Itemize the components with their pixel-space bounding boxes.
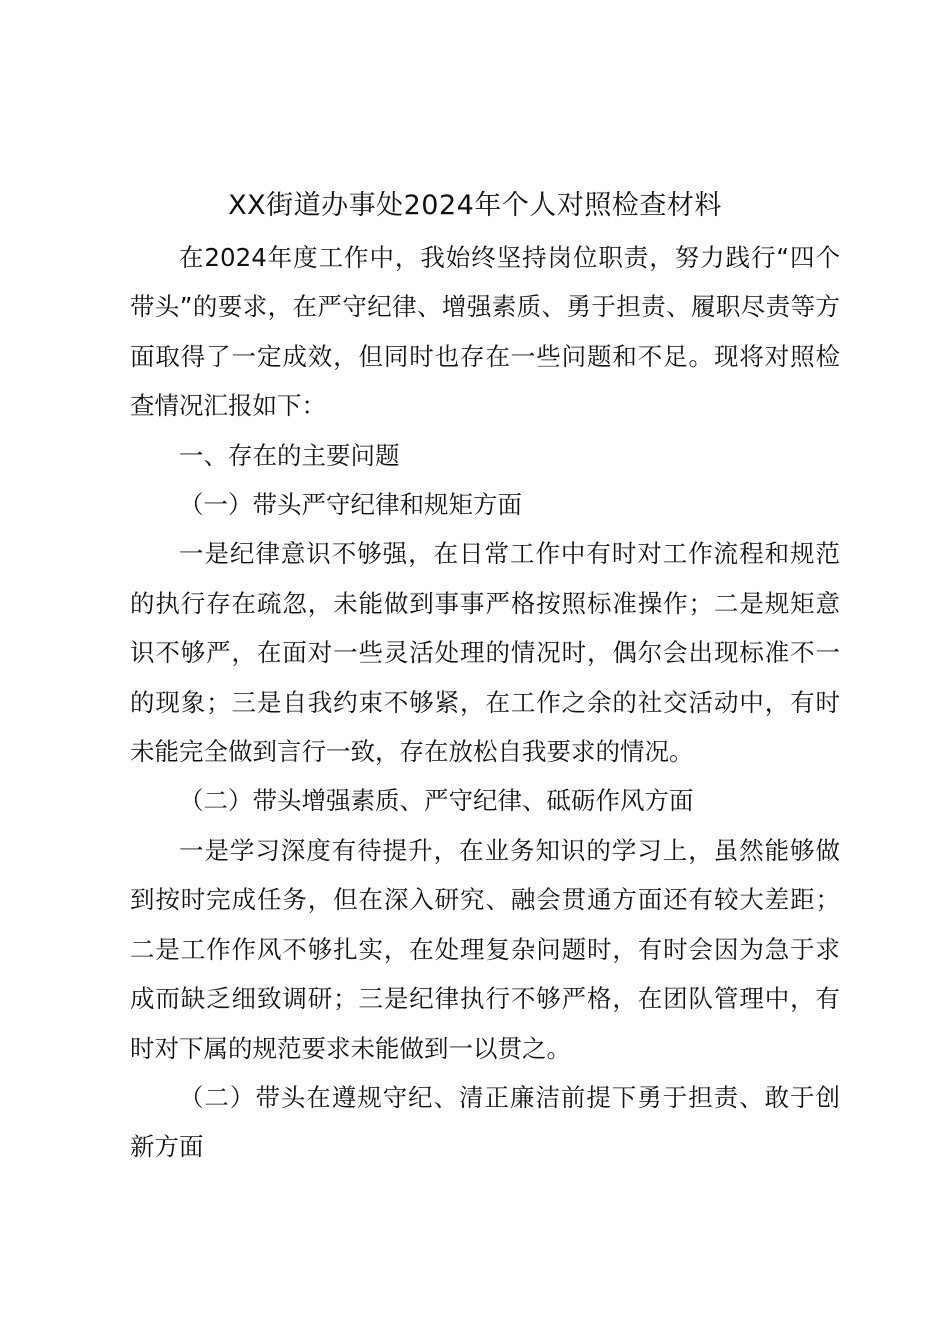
subsection-heading-2: （二）带头增强素质、严守纪律、砥砺作风方面 [179,786,694,816]
document-body [130,233,840,1172]
subsection-heading-3: （二）带头在遵规守纪、清正廉洁前提下勇于担责、敢于创新方面 [130,1082,840,1162]
subsection-2-paragraph: 一是学习深度有待提升，在业务知识的学习上，虽然能够做到按时完成任务，但在深入研究、融会贯通方面还有较大差距；二是工作作风不够扎实，在处理复杂问题时，有时会因为急于求成而缺乏细致调研；三是纪律执行不够严格，在团队管理中，有时对下属的规范要求未能做到一以贯之。 [130,835,840,1063]
subsection-heading-1: （一）带头严守纪律和规矩方面 [179,490,522,520]
section-heading-main-problems: 一、存在的主要问题 [179,440,400,470]
document-title: XX街道办事处2024年个人对照检查材料 [228,190,722,221]
intro-paragraph: 在2024年度工作中，我始终坚持岗位职责，努力践行“四个带头”的要求，在严守纪律、增强素质、勇于担责、履职尽责等方面取得了一定成效，但同时也存在一些问题和不足。现将对照检查情况汇报如下： [130,243,840,421]
subsection-1-paragraph: 一是纪律意识不够强，在日常工作中有时对工作流程和规范的执行存在疏忽，未能做到事事严格按照标准操作；二是规矩意识不够严，在面对一些灵活处理的情况时，偶尔会出现标准不一的现象；三是自我约束不够紧，在工作之余的社交活动中，有时未能完全做到言行一致，存在放松自我要求的情况。 [130,539,840,767]
